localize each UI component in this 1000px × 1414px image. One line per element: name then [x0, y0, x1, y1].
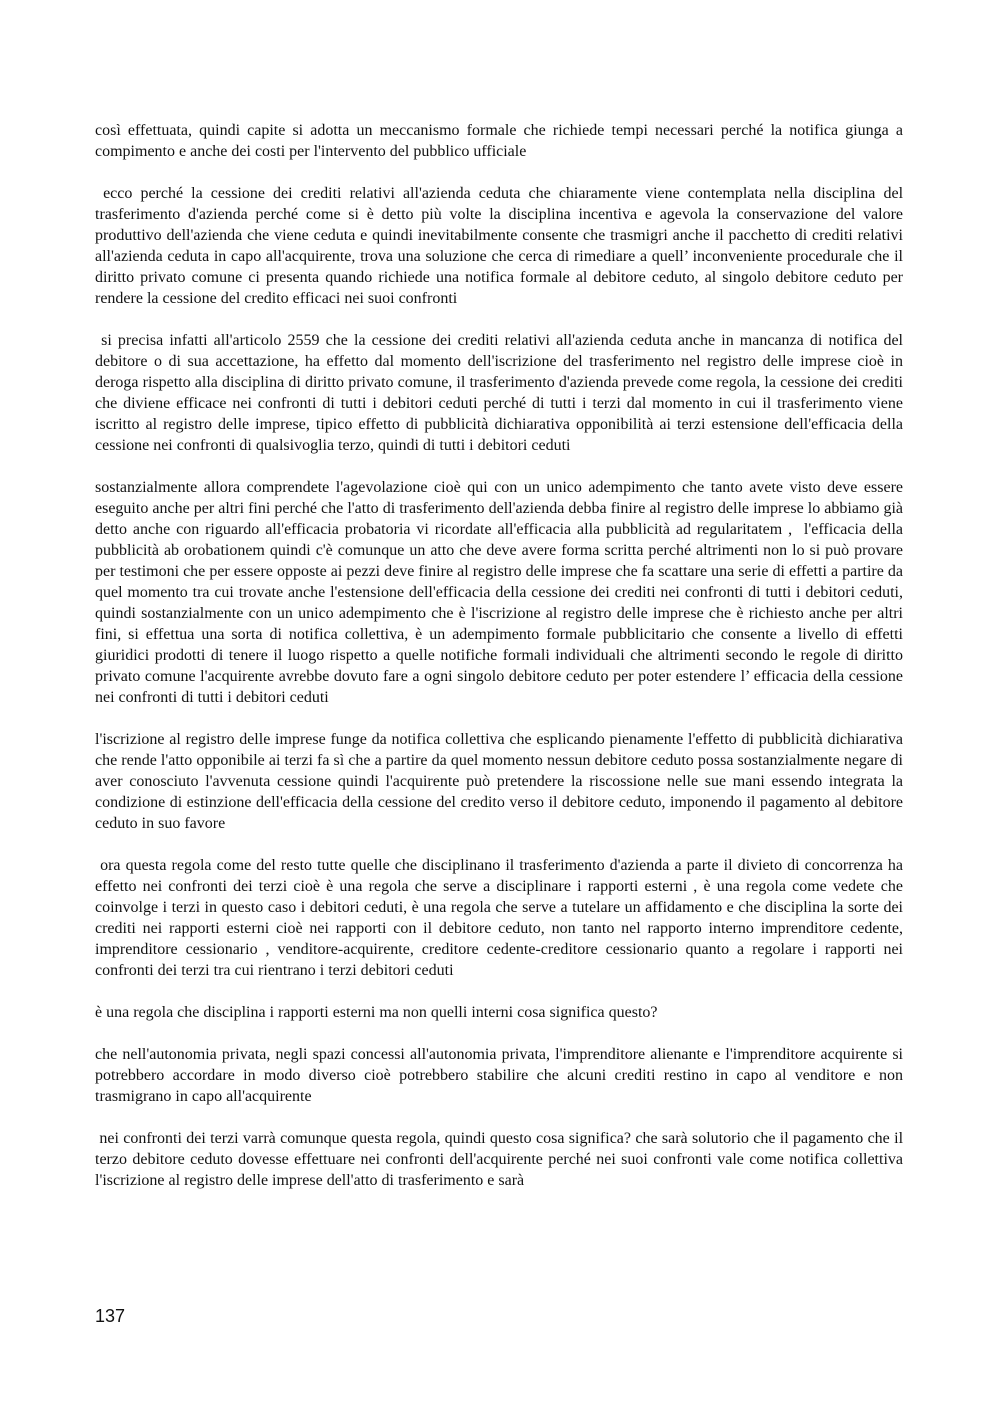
paragraph-7: è una regola che disciplina i rapporti esterni ma non quelli interni cosa significa questo?: [95, 1004, 658, 1021]
document-body: [95, 120, 908, 1212]
paragraph-2: ecco perché la cessione dei crediti relativi all'azienda ceduta che chiaramente viene contemplata nella disciplina del trasferimento d'azienda perché come si è detto più volte la disciplina incentiva e agevola la conservazione del valore produttivo dell'azienda che viene ceduta e quindi inevitabilmente consente che trasmigri anche il pacchetto di crediti relativi all'azienda ceduta in capo all'acquirente, trova una soluzione che cerca di rimediare a quell’ inconveniente procedurale che il diritto privato comune ci presenta quando richiede una notifica formale al debitore ceduto, al singolo debitore ceduto per rendere la cessione del credito efficaci nei suoi confronti: [95, 185, 908, 307]
page-number: 137: [95, 1306, 126, 1326]
paragraph-8: che nell'autonomia privata, negli spazi concessi all'autonomia privata, l'imprenditore alienante e l'imprenditore acquirente si potrebbero accordare in modo diverso cioè potrebbero stabilire che alcuni crediti restino in capo al venditore e non trasmigrano in capo all'acquirente: [95, 1046, 907, 1105]
paragraph-4: sostanzialmente allora comprendete l'agevolazione cioè qui con un unico adempimento che tanto avete visto deve essere eseguito anche per altri fini perché che l'atto di trasferimento dell'azienda debba finire al registro delle imprese lo abbiamo già detto anche con riguardo all'efficacia probatoria vi ricordate all'efficacia alla pubblicità ad regularitatem , l'efficacia della pubblicità ab orobationem quindi c'è comunque un atto che deve avere forma scritta perché altrimenti non lo si può provare per testimoni che per essere opposte ai pezzi deve finire al registro delle imprese che fa scattare una serie di effetti a partire da quel momento tra cui trovate anche l'estensione dell'efficacia della cessione dei crediti nei confronti di tutti i debitori ceduti, quindi sostanzialmente con un unico adempimento che è l'iscrizione al registro delle imprese che è richiesto anche per altri fini, si effettua una sorta di notifica collettiva, è un adempimento formale pubblicitario che consente a livello di effetti giuridici prodotti di tenere il luogo rispetto a quelle notifiche formali individuali che altrimenti secondo le regole di diritto privato comune l'acquirente avrebbe dovuto fare a ogni singolo debitore ceduto per poter estendere l’ efficacia della cessione nei confronti di tutti i debitori ceduti: [95, 479, 907, 706]
paragraph-3: si precisa infatti all'articolo 2559 che la cessione dei crediti relativi all'azienda ceduta anche in mancanza di notifica del debitore o di sua accettazione, ha effetto dal momento dell'iscrizione del trasferimento nel registro delle imprese cioè in deroga rispetto alla disciplina di diritto privato comune, il trasferimento d'azienda prevede come regola, la cessione dei crediti che diviene efficace nei confronti di tutti i debitori ceduti perché di tutti i terzi dal momento in cui il trasferimento viene iscritto al registro delle imprese, tipico effetto di pubblicità dichiarativa opponibilità ai terzi estensione dell'efficacia della cessione nei confronti di qualsivoglia terzo, quindi di tutti i debitori ceduti: [95, 332, 907, 454]
paragraph-9: nei confronti dei terzi varrà comunque questa regola, quindi questo cosa significa? che sarà solutorio che il pagamento che il terzo debitore ceduto dovesse effettuare nei confronti dell'acquirente perché nei suoi confronti vale come notifica collettiva l'iscrizione al registro delle imprese dell'atto di trasferimento e sarà: [95, 1130, 908, 1189]
paragraph-1: così effettuata, quindi capite si adotta un meccanismo formale che richiede tempi necessari perché la notifica giunga a compimento e anche dei costi per l'intervento del pubblico ufficiale: [95, 122, 907, 160]
paragraph-6: ora questa regola come del resto tutte quelle che disciplinano il trasferimento d'azienda a parte il divieto di concorrenza ha effetto nei confronti dei terzi cioè è una regola che serve a disciplinare i rapporti esterni , è una regola come vedete che coinvolge i terzi in questo caso i debitori ceduti, è una regola che serve a tutelare un affidamento e che disciplina la sorte dei crediti nei rapporti esterni cioè nei rapporti con il debitore ceduto, non tanto nel rapporto interno imprenditore cedente, imprenditore cessionario , venditore-acquirente, creditore cedente-creditore cessionario quanto a regolare i rapporti nei confronti dei terzi tra cui rientrano i terzi debitori ceduti: [95, 857, 908, 979]
paragraph-5: l'iscrizione al registro delle imprese funge da notifica collettiva che esplicando pienamente l'effetto di pubblicità dichiarativa che rende l'atto opponibile ai terzi fa sì che a partire da quel momento nessun debitore ceduto possa sostanzialmente negare di aver conosciuto l'avvenuta cessione quindi l'acquirente può pretendere la riscossione nelle sue mani essendo integrata la condizione di estinzione dell'efficacia della cessione del credito verso il debitore ceduto, imponendo il pagamento al debitore ceduto in suo favore: [95, 731, 907, 832]
